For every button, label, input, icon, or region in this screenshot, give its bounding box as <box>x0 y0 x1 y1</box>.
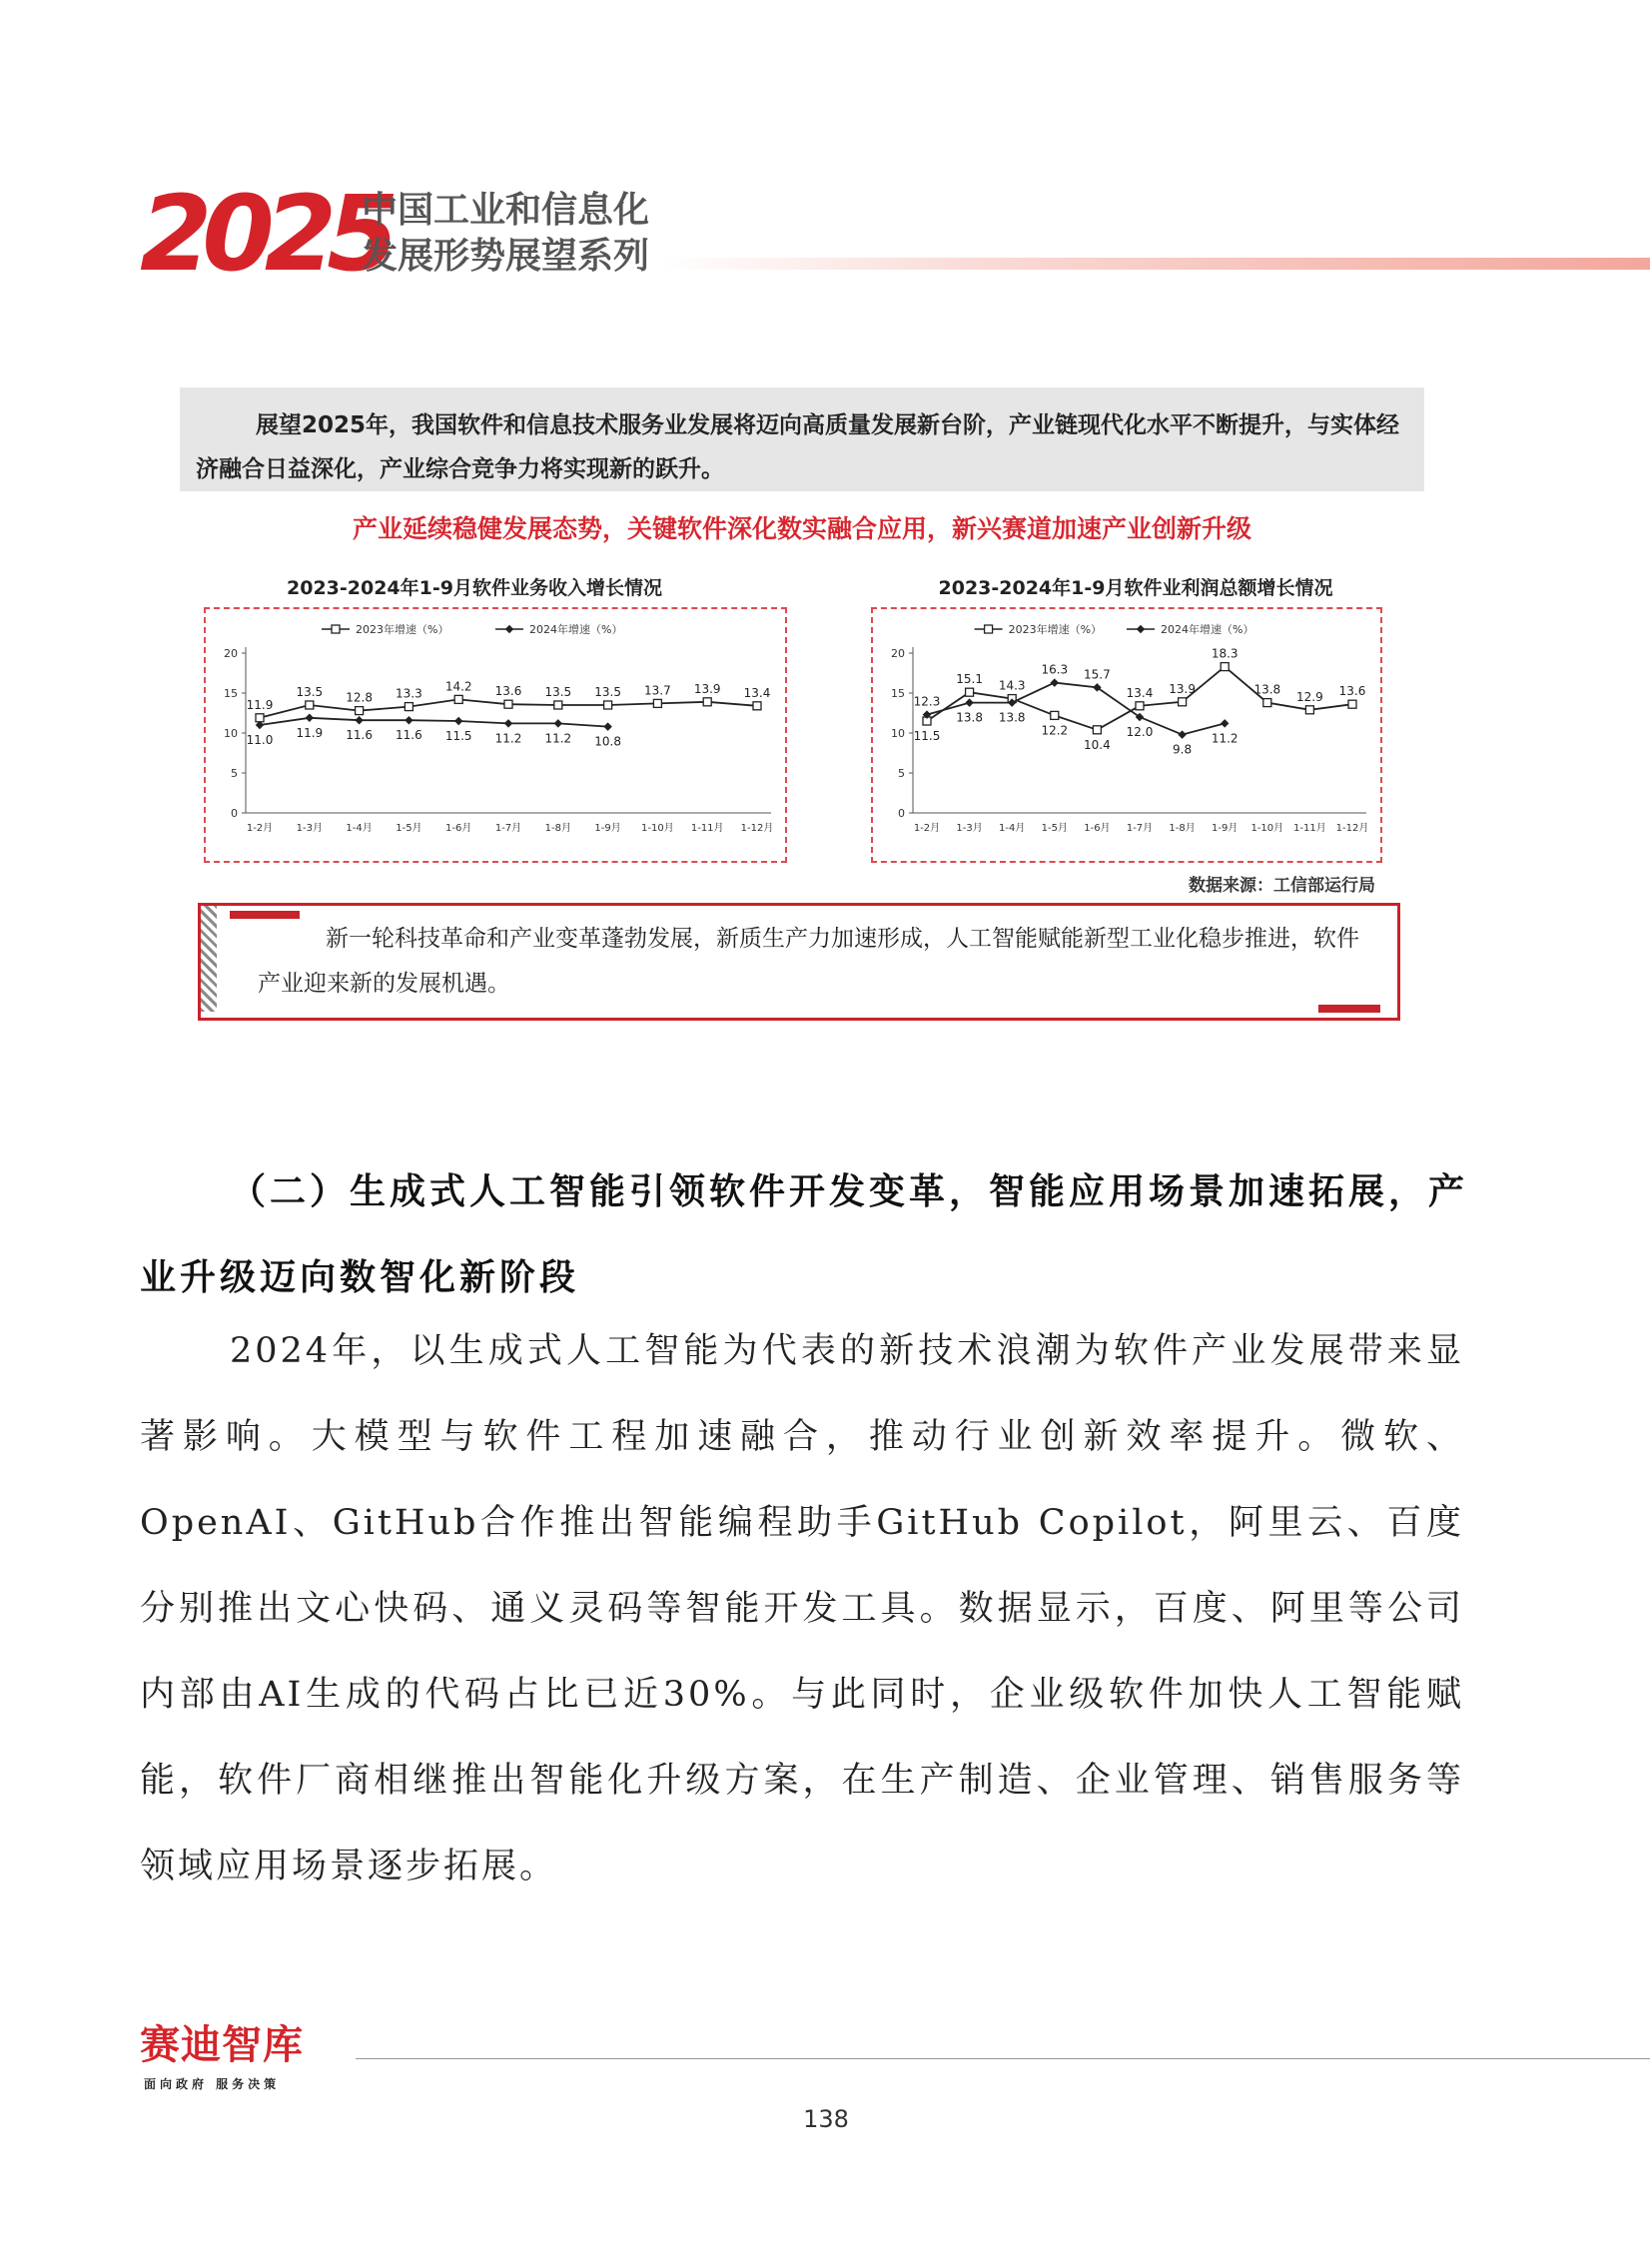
chart-title-revenue: 2023-2024年1-9月软件业务收入增长情况 <box>287 577 662 599</box>
highlight-text: 新一轮科技革命和产业变革蓬勃发展，新质生产力加速形成，人工智能赋能新型工业化稳步推进，软件产业迎来新的发展机遇。 <box>258 926 1359 997</box>
y-tick-label: 20 <box>224 647 238 660</box>
x-tick-label: 1-6月 <box>1084 823 1111 834</box>
chart-frame-profit <box>871 607 1382 863</box>
x-tick-label: 1-9月 <box>594 823 621 834</box>
data-point <box>306 714 314 722</box>
data-label: 12.2 <box>1041 723 1069 738</box>
data-label: 11.9 <box>246 697 274 712</box>
legend-marker <box>985 625 993 633</box>
x-tick-label: 1-3月 <box>296 823 323 834</box>
x-tick-label: 1-11月 <box>1293 823 1326 834</box>
data-point <box>1093 726 1101 734</box>
data-label: 13.8 <box>998 710 1026 725</box>
y-tick-label: 10 <box>224 727 238 740</box>
data-point <box>1136 702 1144 710</box>
legend-label: 2023年增速（%） <box>356 623 449 636</box>
chart-profit <box>873 609 1380 861</box>
summary-text: 展望2025年，我国软件和信息技术服务业发展将迈向高质量发展新台阶，产业链现代化水平不断提升，与实体经济融合日益深化，产业综合竞争力将实现新的跃升。 <box>196 412 1400 482</box>
footer-slogan: 面向政府 服务决策 <box>144 2077 281 2091</box>
data-label: 11.5 <box>913 729 941 743</box>
data-point <box>753 702 761 710</box>
data-point <box>1348 700 1356 708</box>
data-label: 13.7 <box>644 683 671 698</box>
y-tick-label: 5 <box>898 767 905 780</box>
x-tick-label: 1-11月 <box>690 823 724 834</box>
y-tick-label: 15 <box>891 687 905 700</box>
data-label: 13.9 <box>1169 681 1196 696</box>
data-label: 15.7 <box>1084 667 1111 682</box>
data-label: 13.3 <box>396 686 422 701</box>
chart-title-profit: 2023-2024年1-9月软件业利润总额增长情况 <box>938 577 1333 599</box>
x-tick-label: 1-10月 <box>641 823 674 834</box>
data-label: 13.5 <box>594 685 621 699</box>
data-label: 13.6 <box>494 684 522 699</box>
data-label: 13.5 <box>544 685 572 699</box>
data-point <box>653 699 661 707</box>
data-label: 11.2 <box>1211 731 1239 746</box>
data-point <box>504 700 512 708</box>
data-label: 11.6 <box>346 728 373 743</box>
data-point <box>1179 698 1187 706</box>
data-label: 14.2 <box>444 679 472 694</box>
data-label: 11.2 <box>544 731 572 746</box>
series-title-line1: 中国工业和信息化 <box>362 190 650 231</box>
data-point <box>554 701 562 709</box>
page-number: 138 <box>803 2105 849 2133</box>
section-heading: （二）生成式人工智能引领软件开发变革，智能应用场景加速拓展，产业升级迈向数智化新阶段 <box>140 1170 1469 1298</box>
data-label: 10.8 <box>594 734 621 749</box>
red-heading: 产业延续稳健发展态势，关键软件深化数实融合应用，新兴赛道加速产业创新升级 <box>352 514 1251 543</box>
x-tick-label: 1-2月 <box>913 823 941 834</box>
footer-line <box>356 2058 1650 2059</box>
x-tick-label: 1-6月 <box>445 823 472 834</box>
data-label: 11.6 <box>396 728 422 743</box>
data-label: 15.1 <box>956 672 983 687</box>
data-label: 10.4 <box>1084 737 1111 752</box>
header-gradient-bar <box>659 258 1650 270</box>
logo-2025: 2025 <box>140 173 390 295</box>
data-point <box>604 701 612 709</box>
x-tick-label: 1-12月 <box>740 823 774 834</box>
data-point <box>405 703 413 711</box>
legend-marker <box>505 625 513 633</box>
data-label: 11.2 <box>494 731 522 746</box>
data-point <box>1051 678 1059 686</box>
data-point <box>355 716 363 724</box>
data-point <box>1263 699 1271 707</box>
highlight-stripe <box>201 906 217 1012</box>
data-label: 11.0 <box>246 733 274 747</box>
data-label: 11.5 <box>444 729 472 743</box>
data-point <box>554 719 562 727</box>
data-point <box>504 719 512 727</box>
data-label: 12.8 <box>346 690 373 705</box>
data-label: 16.3 <box>1041 662 1069 677</box>
legend-label: 2024年增速（%） <box>1161 623 1254 636</box>
legend-label: 2024年增速（%） <box>529 623 623 636</box>
data-point <box>703 698 711 706</box>
data-point <box>256 714 264 722</box>
chart-frame-revenue <box>204 607 787 863</box>
y-tick-label: 5 <box>231 767 238 780</box>
x-tick-label: 1-5月 <box>396 823 422 834</box>
data-point <box>1051 711 1059 719</box>
data-point <box>405 716 413 724</box>
section-body: 2024年，以生成式人工智能为代表的新技术浪潮为软件产业发展带来显著影响。大模型与软件工程加速融合，推动行业创新效率提升。微软、OpenAI、GitHub合作推出智能编程助手GitHub Copilot，阿里云、百度分别推出文心快码、通义灵码等智能开发工具。数据显示，百度、阿里等公司内部由AI生成的代码占比已近30%。与此同时，企业级软件加快人工智能赋能，软件厂商相继推出智能化升级方案，在生产制造、企业管理、销售服务等领域应用场景逐步拓展。 <box>140 1331 1464 1886</box>
data-label: 9.8 <box>1173 742 1193 757</box>
chart-revenue <box>206 609 785 861</box>
y-tick-label: 0 <box>231 807 238 820</box>
x-tick-label: 1-8月 <box>544 823 571 834</box>
x-tick-label: 1-3月 <box>956 823 983 834</box>
footer-brand: 赛迪智库 <box>140 2022 304 2068</box>
data-label: 13.8 <box>1253 682 1281 697</box>
data-point <box>603 722 611 730</box>
data-point <box>1221 719 1229 727</box>
data-source: 数据来源：工信部运行局 <box>1189 876 1375 896</box>
x-tick-label: 1-12月 <box>1335 823 1369 834</box>
y-tick-label: 0 <box>898 807 905 820</box>
y-tick-label: 10 <box>891 727 905 740</box>
data-label: 12.9 <box>1296 689 1323 704</box>
data-label: 13.9 <box>693 681 721 696</box>
data-label: 13.5 <box>296 685 324 699</box>
data-label: 18.3 <box>1211 646 1239 661</box>
data-label: 13.6 <box>1338 684 1366 699</box>
x-tick-label: 1-4月 <box>999 823 1026 834</box>
x-tick-label: 1-7月 <box>494 823 522 834</box>
data-label: 11.9 <box>296 725 324 740</box>
data-label: 13.4 <box>1126 685 1154 700</box>
data-point <box>454 717 462 725</box>
legend-label: 2023年增速（%） <box>1008 623 1103 636</box>
data-label: 13.4 <box>743 685 771 700</box>
x-tick-label: 1-9月 <box>1212 823 1239 834</box>
x-tick-label: 1-4月 <box>346 823 373 834</box>
y-tick-label: 15 <box>224 687 238 700</box>
data-point <box>965 698 973 706</box>
x-tick-label: 1-7月 <box>1126 823 1154 834</box>
x-tick-label: 1-10月 <box>1250 823 1284 834</box>
data-point <box>356 707 364 715</box>
data-point <box>454 695 462 703</box>
x-tick-label: 1-8月 <box>1169 823 1196 834</box>
legend-marker <box>332 625 340 633</box>
data-point <box>966 688 974 696</box>
x-tick-label: 1-5月 <box>1041 823 1068 834</box>
data-point <box>1221 663 1229 671</box>
data-label: 13.8 <box>956 710 983 725</box>
series-title-line2: 发展形势展望系列 <box>362 236 650 277</box>
legend-marker <box>1137 625 1145 633</box>
x-tick-label: 1-2月 <box>246 823 274 834</box>
data-point <box>1305 706 1313 714</box>
data-point <box>1178 730 1186 738</box>
data-label: 12.0 <box>1126 725 1154 739</box>
data-point <box>306 701 314 709</box>
data-label: 12.3 <box>913 694 941 709</box>
data-label: 14.3 <box>998 678 1026 693</box>
y-tick-label: 20 <box>891 647 905 660</box>
series-title <box>362 188 649 280</box>
